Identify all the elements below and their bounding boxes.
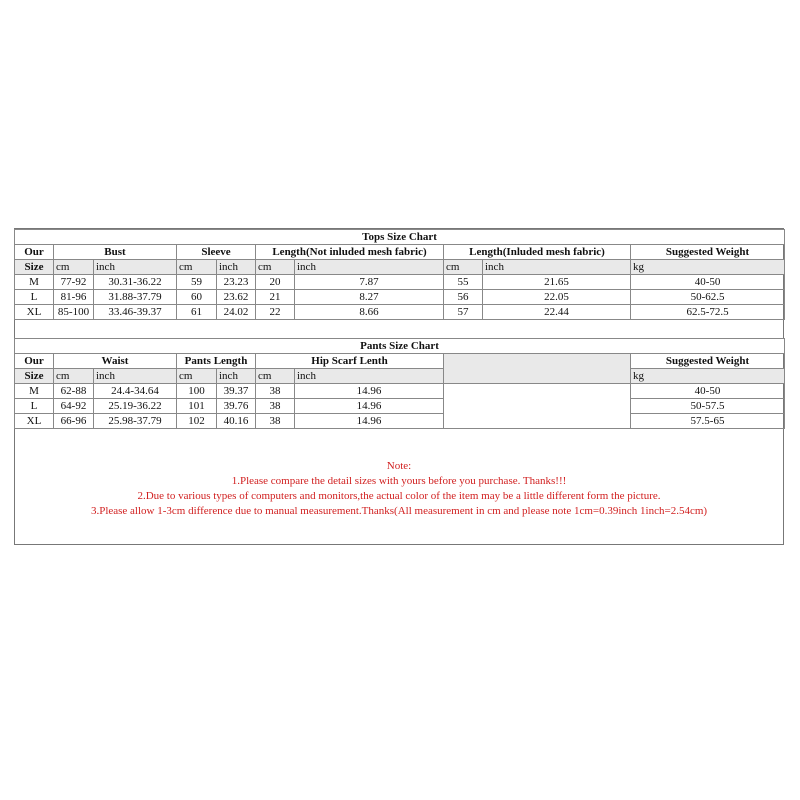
- size-cell: M: [15, 275, 54, 290]
- size-cell: L: [15, 399, 54, 414]
- header-sleeve: Sleeve: [177, 245, 256, 260]
- size-cell: M: [15, 384, 54, 399]
- unit-cell: inch: [94, 369, 177, 384]
- header-suggested-weight: Suggested Weight: [631, 354, 785, 369]
- our-label: Our: [15, 245, 54, 260]
- value-cell: 66-96: [54, 414, 94, 429]
- table-row: [15, 399, 785, 414]
- header-suggested-weight: Suggested Weight: [631, 245, 785, 260]
- value-cell: 39.76: [217, 399, 256, 414]
- value-cell: 14.96: [295, 414, 444, 429]
- value-cell: 23.23: [217, 275, 256, 290]
- unit-cell: cm: [54, 260, 94, 275]
- size-cell: XL: [15, 305, 54, 320]
- tops-title: Tops Size Chart: [15, 230, 785, 245]
- size-label: Size: [15, 369, 54, 384]
- value-cell: 38: [256, 399, 295, 414]
- unit-cell: cm: [256, 260, 295, 275]
- value-cell: 25.19-36.22: [94, 399, 177, 414]
- value-cell: 14.96: [295, 399, 444, 414]
- header-pants-length: Pants Length: [177, 354, 256, 369]
- unit-cell: inch: [295, 369, 444, 384]
- value-cell: 22.44: [483, 305, 631, 320]
- value-cell: 25.98-37.79: [94, 414, 177, 429]
- value-cell: 14.96: [295, 384, 444, 399]
- our-label: Our: [15, 354, 54, 369]
- unit-cell: inch: [483, 260, 631, 275]
- value-cell: 8.27: [295, 290, 444, 305]
- table-spacer: [15, 322, 783, 337]
- table-row: [15, 305, 785, 320]
- value-cell: 85-100: [54, 305, 94, 320]
- value-cell: 61: [177, 305, 217, 320]
- notes-section: [15, 459, 783, 519]
- value-cell: 7.87: [295, 275, 444, 290]
- value-cell: 64-92: [54, 399, 94, 414]
- value-cell: 21: [256, 290, 295, 305]
- empty-merged-cell: [444, 384, 631, 429]
- size-cell: L: [15, 290, 54, 305]
- note-line: 3.Please allow 1-3cm difference due to manual measurement.Thanks(All measurement in cm and please note 1cm=0.39inch 1inch=2.54cm): [90, 505, 708, 517]
- pants-size-table: [14, 338, 785, 429]
- unit-cell: kg: [631, 369, 785, 384]
- value-cell: 31.88-37.79: [94, 290, 177, 305]
- value-cell: 50-57.5: [631, 399, 785, 414]
- value-cell: 60: [177, 290, 217, 305]
- unit-cell: cm: [177, 369, 217, 384]
- header-bust: Bust: [54, 245, 177, 260]
- header-length-mesh: Length(Inluded mesh fabric): [444, 245, 631, 260]
- table-row: [15, 384, 785, 399]
- value-cell: 57.5-65: [631, 414, 785, 429]
- value-cell: 56: [444, 290, 483, 305]
- pants-title: Pants Size Chart: [15, 339, 785, 354]
- value-cell: 40-50: [631, 384, 785, 399]
- header-waist: Waist: [54, 354, 177, 369]
- value-cell: 33.46-39.37: [94, 305, 177, 320]
- unit-cell: inch: [217, 260, 256, 275]
- value-cell: 62.5-72.5: [631, 305, 785, 320]
- size-label: Size: [15, 260, 54, 275]
- value-cell: 57: [444, 305, 483, 320]
- unit-cell: cm: [54, 369, 94, 384]
- value-cell: 100: [177, 384, 217, 399]
- value-cell: 21.65: [483, 275, 631, 290]
- table-row: [15, 290, 785, 305]
- note-line: 1.Please compare the detail sizes with yours before you purchase. Thanks!!!: [231, 475, 567, 487]
- empty-merged-cell: [444, 354, 631, 384]
- unit-cell: inch: [217, 369, 256, 384]
- value-cell: 55: [444, 275, 483, 290]
- value-cell: 24.02: [217, 305, 256, 320]
- size-cell: XL: [15, 414, 54, 429]
- table-row: [15, 275, 785, 290]
- value-cell: 22: [256, 305, 295, 320]
- unit-cell: cm: [444, 260, 483, 275]
- size-chart-sheet: [14, 228, 784, 545]
- unit-cell: cm: [177, 260, 217, 275]
- value-cell: 50-62.5: [631, 290, 785, 305]
- value-cell: 101: [177, 399, 217, 414]
- note-heading: Note:: [386, 460, 412, 472]
- value-cell: 8.66: [295, 305, 444, 320]
- unit-cell: kg: [631, 260, 785, 275]
- value-cell: 40-50: [631, 275, 785, 290]
- value-cell: 62-88: [54, 384, 94, 399]
- value-cell: 23.62: [217, 290, 256, 305]
- unit-cell: cm: [256, 369, 295, 384]
- value-cell: 38: [256, 414, 295, 429]
- value-cell: 22.05: [483, 290, 631, 305]
- value-cell: 24.4-34.64: [94, 384, 177, 399]
- value-cell: 77-92: [54, 275, 94, 290]
- header-hip-scarf-length: Hip Scarf Lenth: [256, 354, 444, 369]
- table-row: [15, 414, 785, 429]
- value-cell: 81-96: [54, 290, 94, 305]
- value-cell: 39.37: [217, 384, 256, 399]
- value-cell: 40.16: [217, 414, 256, 429]
- value-cell: 20: [256, 275, 295, 290]
- unit-cell: inch: [295, 260, 444, 275]
- value-cell: 38: [256, 384, 295, 399]
- unit-cell: inch: [94, 260, 177, 275]
- header-length-no-mesh: Length(Not inluded mesh fabric): [256, 245, 444, 260]
- value-cell: 59: [177, 275, 217, 290]
- value-cell: 30.31-36.22: [94, 275, 177, 290]
- note-line: 2.Due to various types of computers and monitors,the actual color of the item may be a little different form the picture.: [137, 490, 661, 502]
- value-cell: 102: [177, 414, 217, 429]
- tops-size-table: [14, 229, 785, 320]
